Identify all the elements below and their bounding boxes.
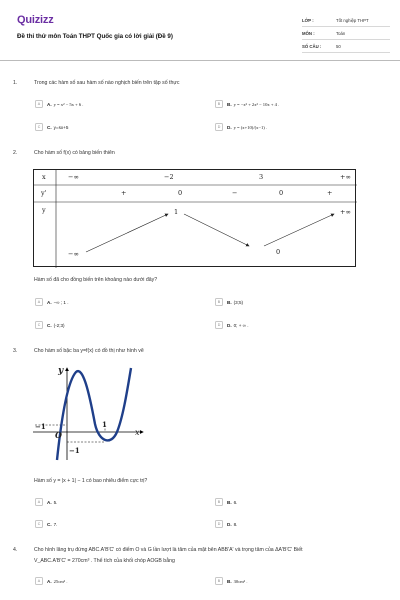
option-b[interactable]	[215, 497, 237, 507]
option-text: 30cm³ .	[233, 578, 248, 584]
graph-label-neg-one-x: −1	[35, 422, 46, 431]
graph-label-y: y	[58, 366, 64, 376]
option-letter-box: A	[35, 577, 43, 585]
option-label: A.	[47, 101, 52, 107]
table-cell: −	[232, 189, 238, 197]
option-text: (-2;3)	[53, 322, 65, 328]
option-letter-box: D	[215, 123, 223, 131]
graph-label-x: x	[135, 428, 140, 437]
table-cell: −∞	[68, 250, 79, 258]
option-text: 6.	[233, 499, 238, 505]
table-label-y: y	[42, 206, 46, 214]
option-text: (3;5)	[233, 299, 244, 305]
option-d[interactable]	[215, 122, 267, 132]
question-followup: Hàm số y = |x + 1| − 1 có bao nhiêu điểm cực trị?	[34, 478, 148, 484]
option-letter-box: A	[35, 498, 43, 506]
question-followup: Hàm số đã cho đồng biến trên khoảng nào dưới đây?	[34, 277, 158, 283]
table-cell: +∞	[340, 208, 351, 216]
graph-label-neg-one-y: −1	[69, 446, 80, 455]
option-letter-box: A	[35, 100, 43, 108]
table-label-yprime: y'	[41, 189, 47, 197]
document-title: Đề thi thử môn Toán THPT Quốc gia có lời giải (Đề 9)	[17, 33, 173, 40]
meta-info	[302, 14, 390, 53]
option-letter-box: B	[215, 577, 223, 585]
option-label: C.	[47, 521, 52, 527]
meta-row-subject	[302, 27, 390, 40]
question-text-continued: V_ABC.A'B'C' = 270cm³ . Thể tích của khối chóp AOGB bằng	[34, 558, 175, 564]
question-text: Cho hình lăng trụ đứng ABC.A'B'C' có điểm O và G lần lượt là tâm của mặt bên ABB'A' và trọng tâm của ΔA'B'C' Biết	[34, 547, 303, 553]
cubic-function-graph	[31, 362, 149, 462]
option-label: D.	[227, 521, 232, 527]
option-label: D.	[227, 322, 232, 328]
option-label: A.	[47, 299, 52, 305]
option-letter-box: B	[215, 498, 223, 506]
option-c[interactable]	[35, 320, 65, 330]
option-c[interactable]	[35, 122, 68, 132]
table-cell: −∞	[68, 173, 79, 181]
option-b[interactable]	[215, 297, 243, 307]
option-label: A.	[47, 578, 52, 584]
option-c[interactable]	[35, 519, 57, 529]
graph-label-one: 1	[102, 420, 107, 429]
meta-value: Toán	[336, 30, 346, 36]
table-cell: 0	[178, 189, 183, 197]
meta-row-class	[302, 14, 390, 27]
question-text: Trong các hàm số sau hàm số nào nghịch biến trên tập số thực	[34, 80, 180, 86]
table-cell: +∞	[340, 173, 351, 181]
option-a[interactable]	[35, 576, 67, 586]
meta-value: 50	[336, 43, 341, 49]
option-text: 5.	[53, 499, 58, 505]
option-label: A.	[47, 499, 52, 505]
question-number: 2.	[13, 150, 18, 156]
meta-value: Tốt nghiệp THPT	[336, 17, 369, 23]
option-letter-box: C	[35, 321, 43, 329]
option-d[interactable]	[215, 320, 249, 330]
option-text: y = (x+10)/(x−1) .	[233, 124, 268, 130]
option-letter-box: B	[215, 298, 223, 306]
table-cell: +	[327, 189, 333, 197]
option-a[interactable]	[35, 99, 83, 109]
meta-label: MÔN :	[302, 30, 315, 36]
option-d[interactable]	[215, 519, 237, 529]
option-label: D.	[227, 124, 232, 130]
graph-svg	[31, 362, 149, 462]
option-label: C.	[47, 322, 52, 328]
table-cell: 0	[276, 248, 281, 256]
table-cell: 1	[174, 208, 179, 216]
table-cell: 3	[259, 173, 264, 181]
option-b[interactable]	[215, 99, 279, 109]
meta-label: LỚP :	[302, 17, 314, 23]
option-a[interactable]	[35, 297, 69, 307]
question-number: 3.	[13, 348, 18, 354]
question-text: Cho hàm số f(x) có bảng biến thiên	[34, 150, 115, 156]
table-cell: +	[121, 189, 127, 197]
option-letter-box: C	[35, 520, 43, 528]
option-b[interactable]	[215, 576, 247, 586]
option-label: B.	[227, 499, 232, 505]
option-letter-box: A	[35, 298, 43, 306]
table-cell: −2	[164, 173, 174, 181]
option-text: y = x² − 5x + 6 .	[53, 101, 84, 107]
variation-table	[33, 169, 356, 267]
header-divider	[0, 60, 400, 61]
question-number: 4.	[13, 547, 18, 553]
table-cell: 0	[279, 189, 284, 197]
question-text: Cho hàm số bậc ba y=f(x) có đồ thị như hình vẽ	[34, 348, 144, 354]
graph-label-origin: O	[55, 430, 62, 440]
option-text: y = −x³ + 2x² − 10x + 4 .	[233, 101, 280, 107]
option-text: −∞ ; 1 .	[53, 299, 69, 305]
option-label: B.	[227, 101, 232, 107]
variation-table-lines	[34, 170, 357, 268]
option-letter-box: D	[215, 520, 223, 528]
option-text: 8.	[233, 521, 238, 527]
option-label: C.	[47, 124, 52, 130]
question-number: 1.	[13, 80, 18, 86]
option-letter-box: C	[35, 123, 43, 131]
option-label: B.	[227, 299, 232, 305]
option-letter-box: D	[215, 321, 223, 329]
option-letter-box: B	[215, 100, 223, 108]
table-label-x: x	[42, 173, 46, 181]
option-text: 0; + ∞ .	[233, 322, 249, 328]
option-text: 25cm³ .	[53, 578, 68, 584]
quizizz-logo: Quizizz	[17, 14, 54, 26]
meta-label: SỐ CÂU :	[302, 43, 322, 49]
option-text: 7.	[53, 521, 58, 527]
meta-row-count	[302, 40, 390, 53]
option-a[interactable]	[35, 497, 57, 507]
option-label: B.	[227, 578, 232, 584]
option-text: y=sx+5	[53, 124, 69, 130]
